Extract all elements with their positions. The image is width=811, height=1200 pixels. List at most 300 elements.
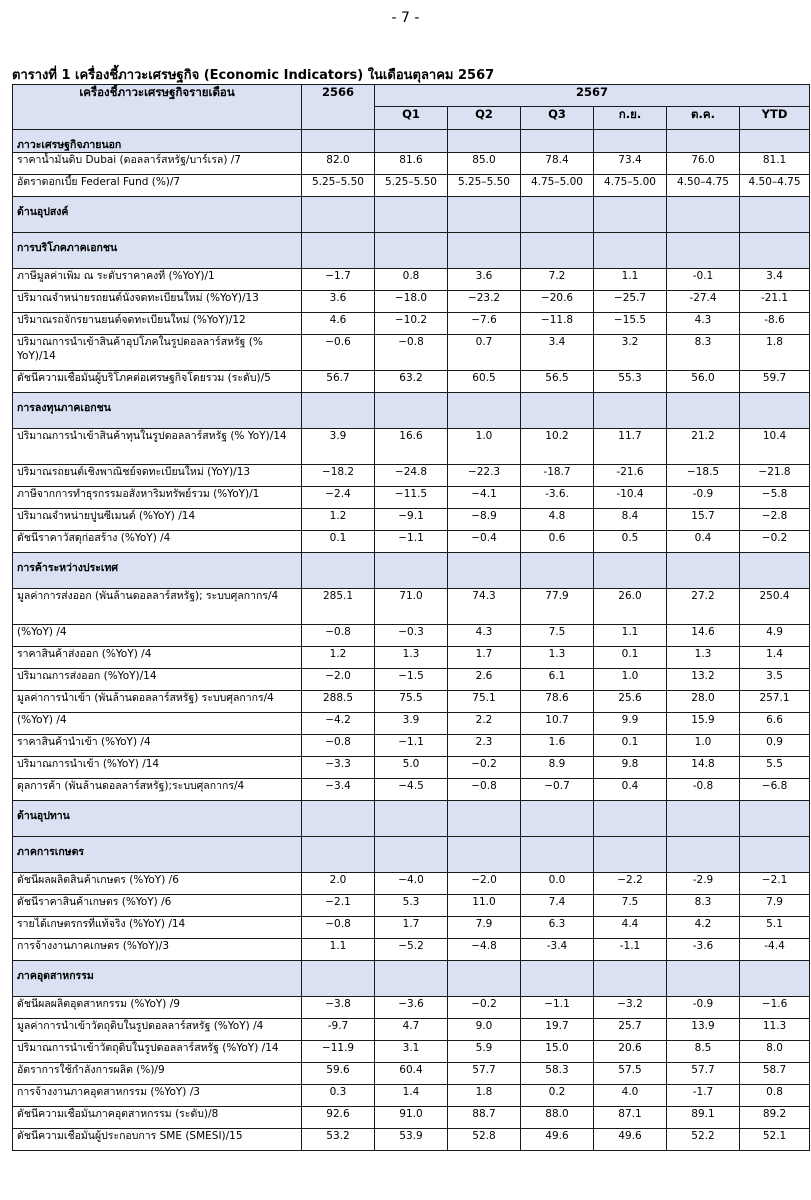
section-empty-cell [740,197,810,233]
value-cell: −0.8 [448,779,521,801]
value-cell: −4.0 [375,873,448,895]
value-cell: 0.1 [594,647,667,669]
value-cell: -27.4 [667,291,740,313]
section-empty-cell [594,961,667,997]
table-row [13,895,810,917]
value-cell: 5.9 [448,1041,521,1063]
value-cell: 81.6 [375,153,448,175]
value-cell: 26.0 [594,589,667,625]
value-cell: 4.75–5.00 [594,175,667,197]
section-empty-cell [521,837,594,873]
value-cell: 8.5 [667,1041,740,1063]
value-cell: 5.5 [740,757,810,779]
value-cell: 57.7 [667,1063,740,1085]
table-row [13,153,810,175]
value-cell: 53.9 [375,1129,448,1151]
value-cell: 1.0 [448,429,521,465]
value-cell: 74.3 [448,589,521,625]
value-cell: 14.6 [667,625,740,647]
value-cell: 75.5 [375,691,448,713]
value-cell: 55.3 [594,371,667,393]
value-cell: 4.75–5.00 [521,175,594,197]
value-cell: 7.5 [521,625,594,647]
value-cell: 2.0 [302,873,375,895]
value-cell: 57.5 [594,1063,667,1085]
value-cell: -0.9 [667,487,740,509]
period-header-q2: Q2 [448,107,521,130]
value-cell: −2.2 [594,873,667,895]
table-row [13,647,810,669]
value-cell: 13.2 [667,669,740,691]
value-cell: −18.5 [667,465,740,487]
value-cell: 1.2 [302,647,375,669]
value-cell: 288.5 [302,691,375,713]
value-cell: 0.6 [521,531,594,553]
value-cell: −8.9 [448,509,521,531]
value-cell: 20.6 [594,1041,667,1063]
period-header-ytd: YTD [740,107,810,130]
value-cell: 73.4 [594,153,667,175]
value-cell: 7.9 [740,895,810,917]
section-empty-cell [740,961,810,997]
value-cell: 5.1 [740,917,810,939]
section-empty-cell [667,233,740,269]
value-cell: −0.2 [448,997,521,1019]
value-cell: 78.4 [521,153,594,175]
value-cell: 15.0 [521,1041,594,1063]
value-cell: 1.3 [667,647,740,669]
section-label: ภาวะเศรษฐกิจภายนอก [13,130,302,153]
value-cell: −3.4 [302,779,375,801]
value-cell: 1.4 [375,1085,448,1107]
value-cell: −2.4 [302,487,375,509]
value-cell: -1.1 [594,939,667,961]
value-cell: 92.6 [302,1107,375,1129]
section-empty-cell [521,197,594,233]
value-cell: 4.0 [594,1085,667,1107]
indicator-label: ภาษีมูลค่าเพิ่ม ณ ระดับราคาคงที่ (%YoY)/1 [13,269,302,291]
section-header-row [13,130,810,153]
value-cell: −3.6 [375,997,448,1019]
table-row [13,917,810,939]
value-cell: −2.0 [448,873,521,895]
value-cell: −5.2 [375,939,448,961]
value-cell: 60.4 [375,1063,448,1085]
value-cell: 1.1 [594,625,667,647]
value-cell: 4.2 [667,917,740,939]
section-empty-cell [521,393,594,429]
value-cell: 3.4 [740,269,810,291]
value-cell: −2.8 [740,509,810,531]
value-cell: −11.8 [521,313,594,335]
section-empty-cell [302,961,375,997]
table-body [13,130,810,1151]
value-cell: 8.4 [594,509,667,531]
section-empty-cell [667,801,740,837]
value-cell: −9.1 [375,509,448,531]
value-cell: −1.1 [375,531,448,553]
section-empty-cell [667,130,740,153]
section-label: ภาคอุตสาหกรรม [13,961,302,997]
value-cell: 4.4 [594,917,667,939]
economic-indicators-table [12,84,810,1151]
section-empty-cell [302,130,375,153]
table-row [13,531,810,553]
section-empty-cell [448,837,521,873]
value-cell: 1.8 [448,1085,521,1107]
value-cell: 0.2 [521,1085,594,1107]
indicator-label: ดัชนีราคาวัสดุก่อสร้าง (%YoY) /4 [13,531,302,553]
section-empty-cell [448,130,521,153]
section-empty-cell [448,961,521,997]
table-row [13,291,810,313]
indicator-label: ดัชนีความเชื่อมั่นผู้ประกอบการ SME (SMESI)/15 [13,1129,302,1151]
period-header-sep: ก.ย. [594,107,667,130]
indicator-label: ดัชนีผลผลิตอุตสาหกรรม (%YoY) /9 [13,997,302,1019]
value-cell: 1.4 [740,647,810,669]
value-cell: 6.1 [521,669,594,691]
value-cell: 6.3 [521,917,594,939]
value-cell: 52.1 [740,1129,810,1151]
value-cell: 56.7 [302,371,375,393]
value-cell: 0.0 [521,873,594,895]
value-cell: -4.4 [740,939,810,961]
value-cell: 85.0 [448,153,521,175]
value-cell: 52.2 [667,1129,740,1151]
value-cell: 4.9 [740,625,810,647]
section-empty-cell [594,233,667,269]
section-header-row [13,801,810,837]
value-cell: 8.3 [667,335,740,371]
indicator-label: ปริมาณการนำเข้าสินค้าอุปโภคในรูปดอลลาร์สหรัฐ (% YoY)/14 [13,335,302,371]
value-cell: 1.0 [667,735,740,757]
section-empty-cell [302,197,375,233]
section-empty-cell [375,130,448,153]
table-row [13,487,810,509]
table-row [13,735,810,757]
value-cell: 3.9 [302,429,375,465]
value-cell: −3.8 [302,997,375,1019]
value-cell: −0.4 [448,531,521,553]
value-cell: 9.9 [594,713,667,735]
value-cell: 7.9 [448,917,521,939]
section-empty-cell [302,801,375,837]
year-2566-header: 2566 [302,85,375,130]
table-header [13,85,810,130]
section-empty-cell [740,553,810,589]
section-empty-cell [667,961,740,997]
value-cell: 25.6 [594,691,667,713]
value-cell: 15.9 [667,713,740,735]
value-cell: 1.3 [375,647,448,669]
section-label: การลงทุนภาคเอกชน [13,393,302,429]
table-row [13,779,810,801]
value-cell: 3.6 [448,269,521,291]
value-cell: −22.3 [448,465,521,487]
value-cell: 77.9 [521,589,594,625]
value-cell: -0.1 [667,269,740,291]
value-cell: 5.25–5.50 [302,175,375,197]
section-empty-cell [740,233,810,269]
value-cell: −5.8 [740,487,810,509]
table-row [13,669,810,691]
value-cell: 4.6 [302,313,375,335]
value-cell: 3.1 [375,1041,448,1063]
value-cell: −11.9 [302,1041,375,1063]
value-cell: 11.3 [740,1019,810,1041]
value-cell: 5.25–5.50 [448,175,521,197]
section-empty-cell [302,393,375,429]
value-cell: 71.0 [375,589,448,625]
value-cell: -21.6 [594,465,667,487]
section-empty-cell [594,801,667,837]
indicator-label: ปริมาณจำหน่ายรถยนต์นั่งจดทะเบียนใหม่ (%YoY)/13 [13,291,302,313]
value-cell: 58.7 [740,1063,810,1085]
indicator-label: ปริมาณรถจักรยานยนต์จดทะเบียนใหม่ (%YoY)/12 [13,313,302,335]
value-cell: 53.2 [302,1129,375,1151]
value-cell: −0.2 [448,757,521,779]
table-row [13,1041,810,1063]
section-empty-cell [302,553,375,589]
table-row [13,713,810,735]
table-row [13,335,810,371]
table-row [13,175,810,197]
indicator-label: การจ้างงานภาคอุตสาหกรรม (%YoY) /3 [13,1085,302,1107]
indicator-label: (%YoY) /4 [13,713,302,735]
value-cell: 2.3 [448,735,521,757]
value-cell: -3.6. [521,487,594,509]
value-cell: 5.0 [375,757,448,779]
value-cell: −25.7 [594,291,667,313]
table-row [13,939,810,961]
indicator-label: ปริมาณการนำเข้า (%YoY) /14 [13,757,302,779]
value-cell: 75.1 [448,691,521,713]
table-row [13,1129,810,1151]
value-cell: −0.2 [740,531,810,553]
value-cell: 1.6 [521,735,594,757]
value-cell: 57.7 [448,1063,521,1085]
value-cell: -9.7 [302,1019,375,1041]
section-empty-cell [521,801,594,837]
section-empty-cell [740,130,810,153]
value-cell: 58.3 [521,1063,594,1085]
section-empty-cell [448,233,521,269]
value-cell: 1.0 [594,669,667,691]
value-cell: −4.1 [448,487,521,509]
value-cell: 3.9 [375,713,448,735]
section-empty-cell [521,130,594,153]
value-cell: 10.7 [521,713,594,735]
table-row [13,691,810,713]
value-cell: 0.3 [302,1085,375,1107]
value-cell: −0.8 [302,625,375,647]
value-cell: 91.0 [375,1107,448,1129]
value-cell: 76.0 [667,153,740,175]
section-empty-cell [448,801,521,837]
value-cell: −23.2 [448,291,521,313]
value-cell: -8.6 [740,313,810,335]
value-cell: 27.2 [667,589,740,625]
indicator-label: ดัชนีความเชื่อมั่นผู้บริโภคต่อเศรษฐกิจโดยรวม (ระดับ)/5 [13,371,302,393]
section-empty-cell [375,197,448,233]
indicator-label: ราคาสินค้าส่งออก (%YoY) /4 [13,647,302,669]
section-empty-cell [375,393,448,429]
value-cell: 1.8 [740,335,810,371]
value-cell: 13.9 [667,1019,740,1041]
section-empty-cell [594,553,667,589]
value-cell: −1.5 [375,669,448,691]
section-label: การค้าระหว่างประเทศ [13,553,302,589]
value-cell: 1.3 [521,647,594,669]
table-row [13,625,810,647]
value-cell: -21.1 [740,291,810,313]
value-cell: 285.1 [302,589,375,625]
value-cell: 4.3 [667,313,740,335]
section-empty-cell [521,961,594,997]
value-cell: −3.3 [302,757,375,779]
section-empty-cell [667,197,740,233]
section-empty-cell [594,197,667,233]
value-cell: 7.2 [521,269,594,291]
value-cell: 5.3 [375,895,448,917]
table-row [13,509,810,531]
value-cell: −0.6 [302,335,375,371]
value-cell: -3.4 [521,939,594,961]
table-row [13,371,810,393]
value-cell: −0.8 [302,735,375,757]
section-empty-cell [521,233,594,269]
value-cell: 89.2 [740,1107,810,1129]
value-cell: 87.1 [594,1107,667,1129]
indicator-label: ดัชนีผลผลิตสินค้าเกษตร (%YoY) /6 [13,873,302,895]
indicator-label: ปริมาณการนำเข้าสินค้าทุนในรูปดอลลาร์สหรัฐ (% YoY)/14 [13,429,302,465]
value-cell: 0.9 [740,735,810,757]
section-empty-cell [375,233,448,269]
indicator-label: ราคาสินค้านำเข้า (%YoY) /4 [13,735,302,757]
value-cell: 1.1 [594,269,667,291]
value-cell: 250.4 [740,589,810,625]
value-cell: 88.0 [521,1107,594,1129]
value-cell: −18.0 [375,291,448,313]
section-empty-cell [740,837,810,873]
value-cell: 1.2 [302,509,375,531]
section-label: ด้านอุปสงค์ [13,197,302,233]
section-header-row [13,961,810,997]
value-cell: 60.5 [448,371,521,393]
value-cell: 6.6 [740,713,810,735]
section-empty-cell [594,837,667,873]
value-cell: 0.8 [740,1085,810,1107]
value-cell: 4.8 [521,509,594,531]
value-cell: 3.5 [740,669,810,691]
value-cell: 5.25–5.50 [375,175,448,197]
value-cell: 11.0 [448,895,521,917]
value-cell: 59.7 [740,371,810,393]
section-empty-cell [302,837,375,873]
table-title: ตารางที่ 1 เครื่องชี้ภาวะเศรษฐกิจ (Economic Indicators) ในเดือนตุลาคม 2567 [12,68,495,83]
indicator-label: ภาษีจากการทำธุรกรรมอสังหาริมทรัพย์รวม (%YoY)/1 [13,487,302,509]
header-row-top [13,85,810,107]
value-cell: 4.50–4.75 [667,175,740,197]
value-cell: −10.2 [375,313,448,335]
value-cell: 8.0 [740,1041,810,1063]
value-cell: −3.2 [594,997,667,1019]
value-cell: 9.0 [448,1019,521,1041]
value-cell: 14.8 [667,757,740,779]
value-cell: 4.3 [448,625,521,647]
value-cell: 21.2 [667,429,740,465]
value-cell: 257.1 [740,691,810,713]
indicator-label: การจ้างงานภาคเกษตร (%YoY)/3 [13,939,302,961]
value-cell: 4.7 [375,1019,448,1041]
value-cell: 89.1 [667,1107,740,1129]
table-row [13,1063,810,1085]
value-cell: −0.7 [521,779,594,801]
value-cell: -3.6 [667,939,740,961]
section-label: ภาคการเกษตร [13,837,302,873]
value-cell: −0.8 [375,335,448,371]
period-header-q1: Q1 [375,107,448,130]
section-header-row [13,393,810,429]
indicator-label: ดัชนีความเชื่อมั่นภาคอุตสาหกรรม (ระดับ)/8 [13,1107,302,1129]
page-number: - 7 - [391,10,420,26]
value-cell: −1.1 [375,735,448,757]
section-empty-cell [521,553,594,589]
value-cell: 2.6 [448,669,521,691]
value-cell: 0.7 [448,335,521,371]
section-header-row [13,197,810,233]
period-header-oct: ต.ค. [667,107,740,130]
value-cell: −6.8 [740,779,810,801]
indicator-label: ปริมาณรถยนต์เชิงพาณิชย์จดทะเบียนใหม่ (YoY)/13 [13,465,302,487]
table-row [13,429,810,465]
section-header-row [13,233,810,269]
value-cell: 8.3 [667,895,740,917]
value-cell: −0.3 [375,625,448,647]
table-row [13,269,810,291]
value-cell: 52.8 [448,1129,521,1151]
value-cell: −18.2 [302,465,375,487]
value-cell: 0.1 [594,735,667,757]
value-cell: −4.2 [302,713,375,735]
section-empty-cell [667,553,740,589]
table-row [13,757,810,779]
value-cell: 11.7 [594,429,667,465]
section-empty-cell [302,233,375,269]
value-cell: 82.0 [302,153,375,175]
value-cell: −2.0 [302,669,375,691]
value-cell: −11.5 [375,487,448,509]
indicator-label: มูลค่าการนำเข้าวัตถุดิบในรูปดอลลาร์สหรัฐ (%YoY) /4 [13,1019,302,1041]
value-cell: 1.7 [448,647,521,669]
value-cell: -0.8 [667,779,740,801]
value-cell: 10.2 [521,429,594,465]
value-cell: 8.9 [521,757,594,779]
value-cell: 4.50–4.75 [740,175,810,197]
year-2567-header: 2567 [375,85,810,107]
period-header-q3: Q3 [521,107,594,130]
indicator-label: มูลค่าการนำเข้า (พันล้านดอลลาร์สหรัฐ) ระบบศุลกากร/4 [13,691,302,713]
indicator-label: ดุลการค้า (พันล้านดอลลาร์สหรัฐ);ระบบศุลกากร/4 [13,779,302,801]
value-cell: 0.5 [594,531,667,553]
table-row [13,1107,810,1129]
value-cell: 10.4 [740,429,810,465]
value-cell: 25.7 [594,1019,667,1041]
value-cell: 19.7 [521,1019,594,1041]
value-cell: −1.1 [521,997,594,1019]
table-row [13,589,810,625]
section-label: การบริโภคภาคเอกชน [13,233,302,269]
